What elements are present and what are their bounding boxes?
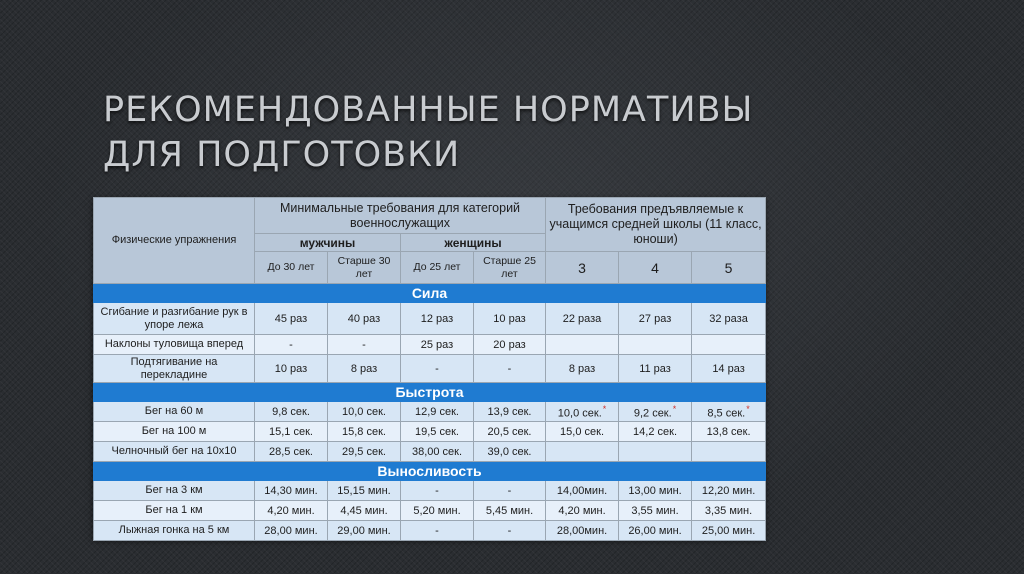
table-cell: [401, 481, 474, 501]
table-cell: [692, 481, 766, 501]
cell-value: 9,2 сек.: [633, 407, 672, 420]
table-cell: [546, 422, 619, 442]
table-cell: [255, 521, 328, 541]
cell-value: 22 раза: [562, 312, 602, 325]
cell-value: 45 раз: [274, 312, 308, 325]
cell-value: 11 раз: [639, 362, 671, 375]
cell-value: 29,5 сек.: [342, 445, 386, 458]
cell-value: -: [507, 362, 512, 375]
table-cell: [255, 402, 328, 422]
cell-value: -: [435, 484, 439, 497]
cell-value: 28,00 мин.: [264, 524, 318, 537]
table-body: [94, 284, 766, 541]
table-cell: [692, 521, 766, 541]
table-cell: [474, 335, 546, 355]
table-cell: [328, 335, 401, 355]
cell-value: 13,9 сек.: [487, 405, 532, 418]
cell-value: 14 раз: [712, 362, 745, 375]
table-cell: [328, 521, 401, 541]
table-cell: [255, 335, 328, 355]
table-cell: [474, 442, 546, 462]
cell-value: 9,8 сек.: [272, 405, 310, 418]
table-cell: [619, 422, 692, 442]
header-men-over30: Старше 30 лет: [328, 252, 401, 284]
table-cell: [401, 355, 474, 383]
cell-value: -: [435, 362, 439, 375]
header-women-over25: Старше 25 лет: [474, 252, 546, 284]
cell-value: 3,55 мин.: [631, 504, 679, 517]
cell-value: 15,1 сек.: [269, 425, 313, 438]
cell-value: 25 раз: [420, 338, 454, 351]
header-grade-3: 3: [546, 252, 619, 284]
section-title: Выносливость: [94, 462, 766, 481]
slide-title: РЕКОМЕНДОВАННЫЕ НОРМАТИВЫ ДЛЯ ПОДГОТОВКИ: [103, 90, 754, 175]
cell-value: 13,8 сек.: [706, 425, 751, 438]
table-row: [94, 355, 766, 383]
footnote-asterisk: *: [746, 403, 750, 414]
cell-value: 20,5 сек.: [487, 425, 532, 438]
table-cell: [692, 501, 766, 521]
table-cell: [546, 303, 619, 335]
standards-table: [93, 197, 766, 541]
table-row: [94, 442, 766, 462]
table-cell: [401, 303, 474, 335]
cell-value: 10 раз: [493, 312, 526, 325]
cell-value: 15,15 мин.: [337, 484, 391, 497]
cell-value: 28,00мин.: [556, 524, 608, 537]
cell-value: 12,20 мин.: [701, 484, 756, 497]
table-cell: [401, 335, 474, 355]
table-cell: [401, 442, 474, 462]
standards-table-container: [93, 197, 765, 539]
cell-value: 26,00 мин.: [628, 524, 682, 537]
exercise-name: Бег на 100 м: [94, 422, 255, 442]
table-cell: [328, 355, 401, 383]
table-cell: [328, 303, 401, 335]
cell-value: 15,8 сек.: [342, 425, 386, 438]
footnote-asterisk: *: [672, 403, 677, 414]
table-cell: [619, 355, 692, 383]
table-cell: [328, 402, 401, 422]
table-cell: [328, 422, 401, 442]
header-women: женщины: [401, 234, 546, 252]
table-cell: [401, 501, 474, 521]
cell-value: 39,0 сек.: [487, 445, 532, 458]
header-men-under30: До 30 лет: [255, 252, 328, 284]
table-cell: [692, 303, 766, 335]
cell-value: 10 раз: [274, 362, 308, 375]
header-exercises: Физические упражнения: [94, 198, 255, 284]
table-cell: [328, 481, 401, 501]
exercise-name: Подтягивание на перекладине: [94, 355, 255, 383]
table-cell: [255, 303, 328, 335]
table-cell: [474, 501, 546, 521]
header-women-under25: До 25 лет: [401, 252, 474, 284]
cell-value: 14,2 сек.: [633, 425, 677, 438]
table-cell: [474, 402, 546, 422]
table-cell: [474, 303, 546, 335]
cell-value: 14,30 мин.: [264, 484, 318, 497]
cell-value: 8 раз: [350, 362, 378, 375]
cell-value: 3,35 мин.: [704, 504, 753, 517]
cell-value: 19,5 сек.: [415, 425, 459, 438]
table-cell: [328, 442, 401, 462]
section-title: Быстрота: [94, 383, 766, 402]
table-cell: [692, 402, 766, 422]
cell-value: 12 раз: [420, 312, 454, 325]
section-row: [94, 383, 766, 402]
table-cell: [474, 355, 546, 383]
table-row: [94, 422, 766, 442]
section-title: Сила: [94, 284, 766, 303]
table-row: [94, 481, 766, 501]
cell-value: -: [435, 524, 439, 537]
header-min-requirements: Минимальные требования для категорий военнослужащих: [255, 198, 546, 234]
cell-value: 38,00 сек.: [411, 445, 463, 458]
cell-value: 12,9 сек.: [415, 405, 459, 418]
table-cell: [546, 481, 619, 501]
table-cell: [255, 501, 328, 521]
table-cell: [328, 501, 401, 521]
table-cell: [474, 481, 546, 501]
exercise-name: Лыжная гонка на 5 км: [94, 521, 255, 541]
table-cell: [255, 481, 328, 501]
table-row: [94, 521, 766, 541]
cell-value: 28,5 сек.: [269, 445, 313, 458]
cell-value: 27 раз: [638, 312, 672, 325]
table-cell: [546, 355, 619, 383]
cell-value: 8,5 сек.: [707, 407, 746, 420]
table-cell: [619, 335, 692, 355]
exercise-name: Бег на 3 км: [94, 481, 255, 501]
table-cell: [692, 355, 766, 383]
cell-value: 10,0 сек.: [342, 405, 386, 418]
cell-value: 5,45 мин.: [485, 504, 534, 517]
header-school-requirements: Требования предъявляемые к учащимся средней школы (11 класс, юноши): [546, 198, 766, 252]
table-cell: [692, 442, 766, 462]
cell-value: -: [289, 338, 293, 351]
cell-value: 5,20 мин.: [413, 504, 461, 517]
table-cell: [401, 402, 474, 422]
table-cell: [692, 335, 766, 355]
cell-value: 4,45 мин.: [340, 504, 388, 517]
table-row: [94, 501, 766, 521]
table-header: [94, 198, 766, 284]
section-row: [94, 462, 766, 481]
header-grade-4: 4: [619, 252, 692, 284]
cell-value: 15,0 сек.: [560, 425, 604, 438]
table-cell: [546, 501, 619, 521]
cell-value: 4,20 мин.: [558, 504, 606, 517]
table-cell: [619, 402, 692, 422]
table-cell: [401, 521, 474, 541]
table-row: [94, 335, 766, 355]
exercise-name: Бег на 1 км: [94, 501, 255, 521]
table-cell: [546, 335, 619, 355]
table-cell: [474, 422, 546, 442]
header-men: мужчины: [255, 234, 401, 252]
table-cell: [255, 422, 328, 442]
cell-value: 29,00 мин.: [337, 524, 391, 537]
cell-value: 13,00 мин.: [628, 484, 682, 497]
header-grade-5: 5: [692, 252, 766, 284]
cell-value: 10,0 сек.: [557, 407, 602, 420]
footnote-asterisk: *: [602, 403, 607, 414]
table-cell: [546, 521, 619, 541]
cell-value: 14,00мин.: [556, 484, 608, 497]
cell-value: 32 раза: [709, 312, 748, 325]
table-cell: [546, 402, 619, 422]
exercise-name: Наклоны туловища вперед: [94, 335, 255, 355]
table-row: [94, 303, 766, 335]
cell-value: 40 раз: [347, 312, 381, 325]
cell-value: -: [507, 524, 512, 537]
cell-value: 8 раз: [568, 362, 596, 375]
table-row: [94, 402, 766, 422]
table-cell: [546, 442, 619, 462]
cell-value: 20 раз: [493, 338, 526, 351]
section-row: [94, 284, 766, 303]
table-cell: [619, 442, 692, 462]
table-cell: [692, 422, 766, 442]
cell-value: -: [362, 338, 366, 351]
table-cell: [619, 521, 692, 541]
table-cell: [255, 355, 328, 383]
cell-value: 25,00 мин.: [701, 524, 756, 537]
table-cell: [474, 521, 546, 541]
table-cell: [619, 481, 692, 501]
cell-value: 4,20 мин.: [267, 504, 315, 517]
table-cell: [619, 303, 692, 335]
table-cell: [255, 442, 328, 462]
exercise-name: Сгибание и разгибание рук в упоре лежа: [94, 303, 255, 335]
exercise-name: Бег на 60 м: [94, 402, 255, 422]
exercise-name: Челночный бег на 10х10: [94, 442, 255, 462]
table-cell: [401, 422, 474, 442]
table-cell: [619, 501, 692, 521]
cell-value: -: [507, 484, 512, 497]
